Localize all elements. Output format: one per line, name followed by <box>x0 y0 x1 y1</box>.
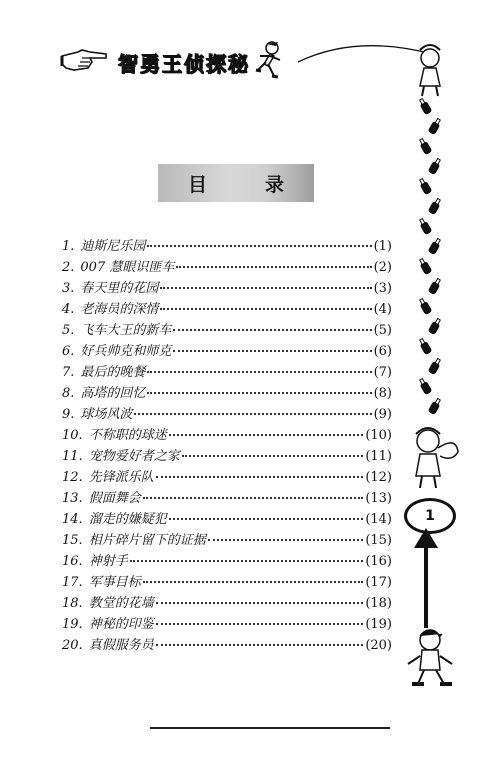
dot-leader <box>208 539 364 541</box>
toc-entry-page: (16) <box>365 554 392 569</box>
toc-entry[interactable] <box>62 593 392 614</box>
toc-entry-page: (11) <box>365 449 392 464</box>
toc-entry-number: 16. <box>62 554 83 569</box>
toc-entry[interactable] <box>62 404 392 425</box>
toc-entry-title: 007 慧眼识匪车 <box>80 260 175 275</box>
dot-leader <box>134 413 371 415</box>
dot-leader <box>173 329 371 331</box>
dot-leader <box>156 623 364 625</box>
dot-leader <box>160 287 371 289</box>
footer-rule <box>150 727 390 729</box>
toc-entry-number: 17. <box>62 575 83 590</box>
bottle-ornament-icon <box>428 277 443 295</box>
pointing-hand-icon <box>60 46 108 76</box>
toc-entry[interactable] <box>62 467 392 488</box>
toc-entry-page: (18) <box>365 596 392 611</box>
toc-entry[interactable] <box>62 320 392 341</box>
toc-entry-page: (15) <box>365 533 392 548</box>
toc-entry-number: 2. <box>62 260 75 275</box>
toc-entry-number: 19. <box>62 617 83 632</box>
toc-entry[interactable] <box>62 425 392 446</box>
toc-entry-page: (9) <box>373 407 392 422</box>
toc-entry[interactable] <box>62 341 392 362</box>
right-margin-decoration <box>400 36 470 696</box>
toc-entry-page: (17) <box>365 575 392 590</box>
bottle-ornament-icon <box>418 97 433 115</box>
toc-entry-title: 假面舞会 <box>88 491 141 506</box>
toc-entry[interactable] <box>62 530 392 551</box>
up-arrow <box>414 528 438 628</box>
toc-entry-title: 宠物爱好者之家 <box>88 449 180 464</box>
bottle-ornament-icon <box>428 117 443 135</box>
toc-entry[interactable] <box>62 572 392 593</box>
bottle-ornament-icon <box>418 137 433 155</box>
boy-character-icon <box>408 630 452 684</box>
toc-entry-page: (14) <box>365 512 392 527</box>
dot-leader <box>173 350 371 352</box>
dot-leader <box>156 602 364 604</box>
toc-entry-number: 11. <box>62 449 83 464</box>
dot-leader <box>156 476 364 478</box>
toc-entry-number: 18. <box>62 596 83 611</box>
bottle-ornament-icon <box>418 377 433 395</box>
bottle-ornament-icon <box>418 217 433 235</box>
toc-entry-number: 7. <box>62 365 75 380</box>
toc-entry-page: (12) <box>365 470 392 485</box>
toc-entry-number: 20. <box>62 638 83 653</box>
toc-entry-page: (8) <box>373 386 392 401</box>
toc-entry-title: 先锋派乐队 <box>88 470 154 485</box>
toc-entry-title: 教堂的花墙 <box>88 596 154 611</box>
toc-entry-title: 最后的晚餐 <box>80 365 146 380</box>
toc-entry[interactable] <box>62 635 392 656</box>
toc-entry-page: (10) <box>365 428 392 443</box>
toc-entry-title: 真假服务员 <box>88 638 154 653</box>
dot-leader <box>143 497 364 499</box>
toc-entry-number: 4. <box>62 302 75 317</box>
toc-entry-number: 12. <box>62 470 83 485</box>
toc-entry-page: (20) <box>365 638 392 653</box>
toc-entry-number: 15. <box>62 533 83 548</box>
toc-entry-number: 5. <box>62 323 75 338</box>
bottle-ornament-icon <box>418 337 433 355</box>
toc-title-banner <box>158 164 314 202</box>
winged-character-icon <box>420 45 440 96</box>
toc-entry-number: 8. <box>62 386 75 401</box>
bottle-ornament-icon <box>428 357 443 375</box>
dot-leader <box>147 245 371 247</box>
toc-entry-page: (7) <box>373 365 392 380</box>
dot-leader <box>130 560 364 562</box>
dot-leader <box>169 518 364 520</box>
toc-entry-page: (2) <box>373 260 392 275</box>
dot-leader <box>160 308 371 310</box>
toc-entry-page: (19) <box>365 617 392 632</box>
toc-entry-page: (6) <box>373 344 392 359</box>
toc-entry-number: 14. <box>62 512 83 527</box>
toc-entry[interactable] <box>62 614 392 635</box>
bottle-ornament-icon <box>418 257 433 275</box>
toc-entry[interactable] <box>62 236 392 257</box>
bottle-ornament-icon <box>428 237 443 255</box>
toc-entry-number: 10. <box>62 428 83 443</box>
toc-entry-title: 军事目标 <box>88 575 141 590</box>
toc-entry-title: 球场风波 <box>80 407 133 422</box>
toc-entry-title: 相片碎片留下的证据 <box>88 533 206 548</box>
dot-leader <box>143 581 364 583</box>
toc-entry-page: (3) <box>373 281 392 296</box>
toc-entry-title: 好兵帅克和师克 <box>80 344 172 359</box>
toc-entry-page: (13) <box>365 491 392 506</box>
toc-entry[interactable] <box>62 299 392 320</box>
toc-entry[interactable] <box>62 257 392 278</box>
toc-entry[interactable] <box>62 509 392 530</box>
toc-title-left: 目 <box>188 173 208 196</box>
toc-entry-title: 不称职的球迷 <box>88 428 167 443</box>
page-number: 1 <box>404 498 456 534</box>
table-of-contents <box>62 236 392 656</box>
dot-leader <box>169 434 364 436</box>
bottle-ornament-icon <box>428 197 443 215</box>
running-character-icon <box>252 40 286 80</box>
toc-entry-page: (4) <box>373 302 392 317</box>
book-title: 智勇王侦探秘 <box>118 52 250 76</box>
toc-entry-number: 9. <box>62 407 75 422</box>
angel-character-icon <box>416 428 458 488</box>
bottle-ornament-icon <box>418 177 433 195</box>
bottle-ornament-icon <box>428 397 443 415</box>
bottle-ornament-icon <box>418 297 433 315</box>
toc-entry-number: 6. <box>62 344 75 359</box>
toc-entry-title: 迪斯尼乐园 <box>80 239 146 254</box>
toc-entry-title: 溜走的嫌疑犯 <box>88 512 167 527</box>
toc-entry[interactable] <box>62 488 392 509</box>
toc-entry-number: 1. <box>62 239 75 254</box>
toc-entry-page: (1) <box>373 239 392 254</box>
toc-entry-title: 春天里的花园 <box>80 281 159 296</box>
toc-entry-title: 高塔的回忆 <box>80 386 146 401</box>
toc-entry-title: 飞车大王的新车 <box>80 323 172 338</box>
toc-entry[interactable] <box>62 362 392 383</box>
toc-entry[interactable] <box>62 278 392 299</box>
dot-leader <box>182 455 364 457</box>
toc-entry-title: 神射手 <box>88 554 128 569</box>
toc-entry-number: 13. <box>62 491 83 506</box>
bottle-ornament-icon <box>428 157 443 175</box>
dot-leader <box>176 266 371 268</box>
toc-title-right: 录 <box>264 173 284 196</box>
toc-entry[interactable] <box>62 383 392 404</box>
toc-entry-title: 神秘的印鉴 <box>88 617 154 632</box>
dot-leader <box>147 371 371 373</box>
toc-entry-title: 老海员的深情 <box>80 302 159 317</box>
toc-entry[interactable] <box>62 551 392 572</box>
toc-entry-page: (5) <box>373 323 392 338</box>
bottle-ornament-icon <box>428 317 443 335</box>
dot-leader <box>156 644 364 646</box>
toc-entry[interactable] <box>62 446 392 467</box>
toc-entry-number: 3. <box>62 281 75 296</box>
dot-leader <box>147 392 371 394</box>
